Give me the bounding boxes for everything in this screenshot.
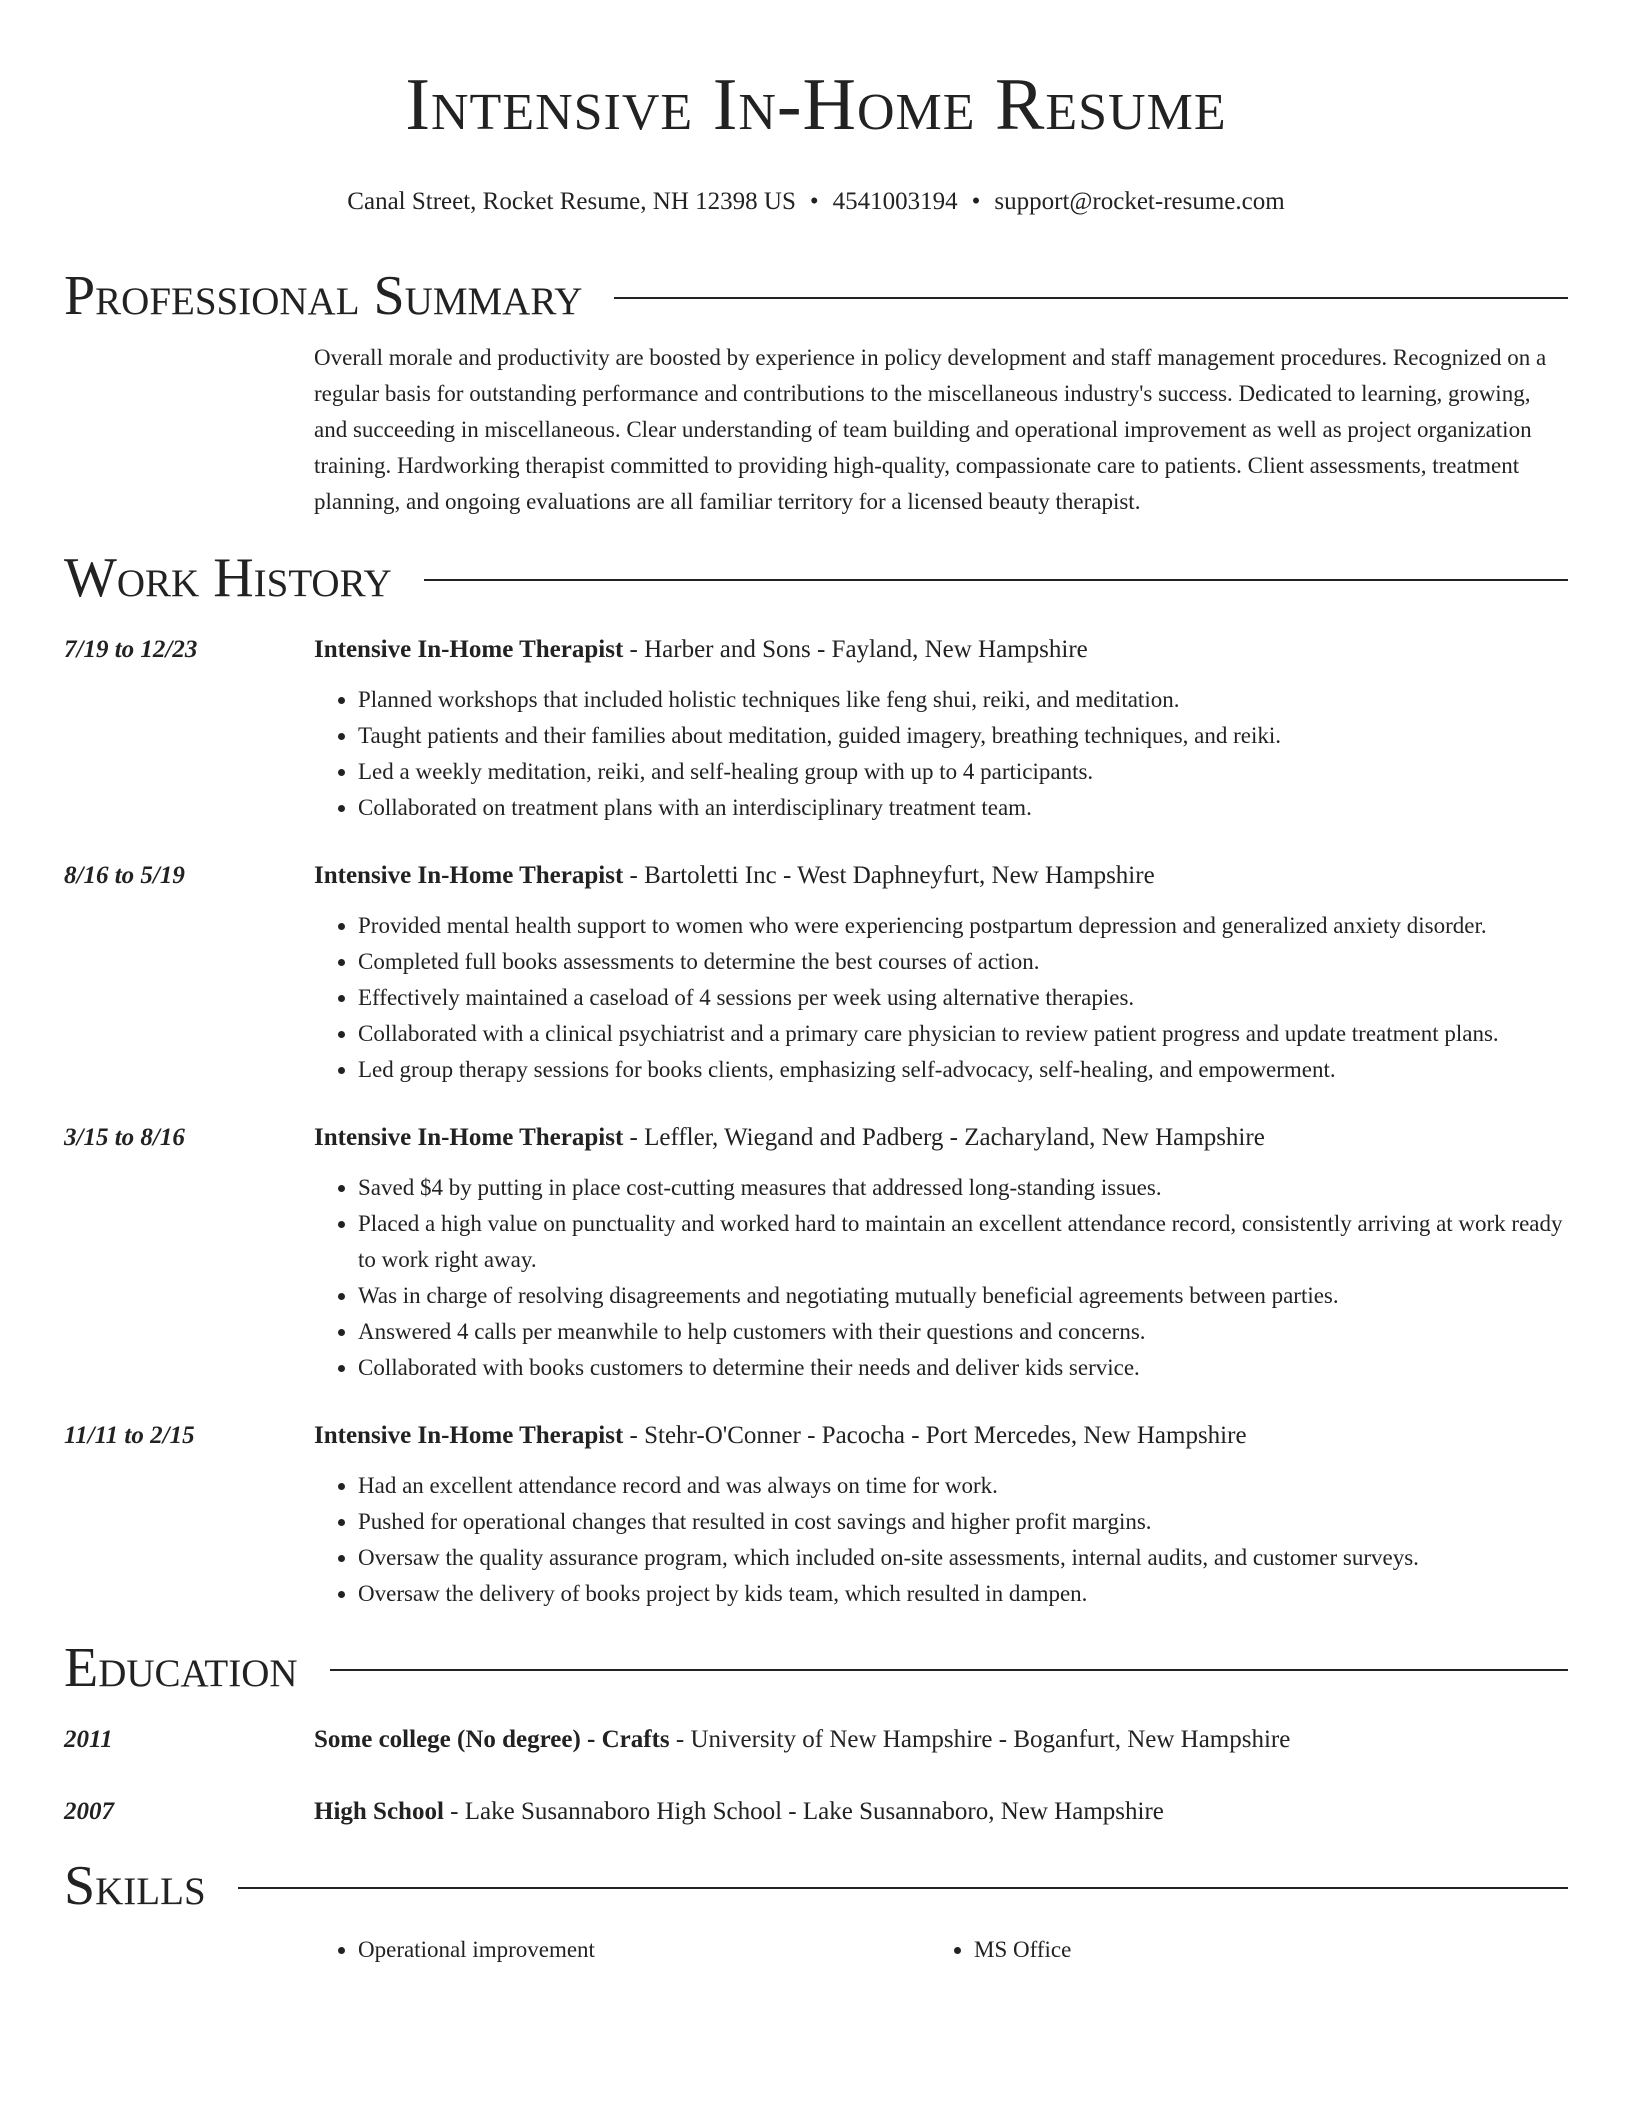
job-entry: [64, 858, 1568, 1088]
job-entry: [64, 1120, 1568, 1386]
job-heading: [314, 1418, 1568, 1454]
list-item: • Saved $4 by putting in place cost-cutting measures that addressed long-standing issues.: [358, 1170, 1568, 1206]
contact-separator: •: [809, 188, 819, 215]
skill-item: • MS Office: [974, 1932, 1546, 1968]
list-item: • Effectively maintained a caseload of 4 sessions per week using alternative therapies.: [358, 980, 1568, 1016]
contact-separator: •: [971, 188, 981, 215]
resume-title: Intensive In-Home Resume: [405, 64, 1227, 146]
job-title: Intensive In-Home Therapist: [314, 636, 624, 663]
job-bullets: [314, 1170, 1568, 1386]
education-year: 2011: [64, 1726, 113, 1753]
list-item: • Had an excellent attendance record and was always on time for work.: [358, 1468, 1568, 1504]
contact-phone: 4541003194: [832, 188, 958, 215]
job-dates: 3/15 to 8/16: [64, 1124, 185, 1151]
job-details: - Bartoletti Inc - West Daphneyfurt, New Hampshire: [623, 862, 1155, 889]
list-item: • Provided mental health support to women who were experiencing postpartum depression and generalized anxiety disorder.: [358, 908, 1568, 944]
skills-list: [314, 1932, 1568, 1968]
list-item: • Taught patients and their families about meditation, guided imagery, breathing techniques, and reiki.: [358, 718, 1568, 754]
list-item: • Oversaw the delivery of books project by kids team, which resulted in dampen.: [358, 1576, 1568, 1612]
list-item: • Placed a high value on punctuality and worked hard to maintain an excellent attendance record, consistently arriving at work ready to work right away.: [358, 1206, 1568, 1278]
skills-section-header: [64, 1854, 1568, 1918]
list-item: • Pushed for operational changes that resulted in cost savings and higher profit margins.: [358, 1504, 1568, 1540]
job-heading: [314, 1120, 1568, 1156]
summary-section-header: [64, 264, 1568, 328]
skills-column-left: [314, 1932, 930, 1968]
list-item: • Was in charge of resolving disagreements and negotiating mutually beneficial agreements between parties.: [358, 1278, 1568, 1314]
work-heading: Work History: [64, 547, 392, 609]
job-heading: [314, 858, 1568, 894]
list-item: • Led a weekly meditation, reiki, and self-healing group with up to 4 participants.: [358, 754, 1568, 790]
education-heading-line: [314, 1794, 1568, 1830]
section-divider: [614, 297, 1568, 299]
list-item: • Led group therapy sessions for books clients, emphasizing self-advocacy, self-healing, and empowerment.: [358, 1052, 1568, 1088]
education-details: - University of New Hampshire - Boganfurt, New Hampshire: [669, 1726, 1291, 1753]
job-title: Intensive In-Home Therapist: [314, 1422, 624, 1449]
education-details: - Lake Susannaboro High School - Lake Susannaboro, New Hampshire: [443, 1798, 1164, 1825]
list-item: • Completed full books assessments to determine the best courses of action.: [358, 944, 1568, 980]
contact-email: support@rocket-resume.com: [994, 188, 1285, 215]
list-item: • Oversaw the quality assurance program, which included on-site assessments, internal audits, and customer surveys.: [358, 1540, 1568, 1576]
job-details: - Leffler, Wiegand and Padberg - Zacharyland, New Hampshire: [623, 1124, 1265, 1151]
skill-item: • Operational improvement: [358, 1932, 930, 1968]
list-item: • Collaborated on treatment plans with an interdisciplinary treatment team.: [358, 790, 1568, 826]
education-entry: [64, 1794, 1568, 1830]
skills-heading: Skills: [64, 1855, 206, 1917]
job-title: Intensive In-Home Therapist: [314, 1124, 624, 1151]
education-heading: Education: [64, 1637, 298, 1699]
resume-page: [64, 0, 1568, 1968]
job-entry: [64, 632, 1568, 826]
education-entry: [64, 1722, 1568, 1758]
section-divider: [238, 1887, 1568, 1889]
job-bullets: [314, 1468, 1568, 1612]
job-dates: 8/16 to 5/19: [64, 862, 185, 889]
education-heading-line: [314, 1722, 1568, 1758]
education-degree: High School: [314, 1798, 444, 1825]
list-item: • Collaborated with books customers to determine their needs and deliver kids service.: [358, 1350, 1568, 1386]
job-dates: 7/19 to 12/23: [64, 636, 198, 663]
summary-text: Overall morale and productivity are boosted by experience in policy development and staff management procedures. Recognized on a regular basis for outstanding performance and contributions to the miscellaneous industry's success. Dedicated to learning, growing, and succeeding in miscellaneous. Clear understanding of team building and operational improvement as well as project organization training. Hardworking therapist committed to providing high-quality, compassionate care to patients. Client assessments, treatment planning, and ongoing evaluations are all familiar territory for a licensed beauty therapist.: [314, 345, 1547, 514]
job-heading: [314, 632, 1568, 668]
skills-column-right: [930, 1932, 1546, 1968]
job-bullets: [314, 908, 1568, 1088]
job-title: Intensive In-Home Therapist: [314, 862, 624, 889]
job-dates: 11/11 to 2/15: [64, 1422, 195, 1449]
job-details: - Stehr-O'Conner - Pacocha - Port Mercedes, New Hampshire: [623, 1422, 1247, 1449]
job-details: - Harber and Sons - Fayland, New Hampshire: [623, 636, 1088, 663]
contact-line: [64, 186, 1568, 218]
summary-heading: Professional Summary: [64, 265, 583, 327]
job-entry: [64, 1418, 1568, 1612]
work-section-header: [64, 546, 1568, 610]
contact-address: Canal Street, Rocket Resume, NH 12398 US: [347, 188, 796, 215]
section-divider: [330, 1669, 1568, 1671]
list-item: • Answered 4 calls per meanwhile to help customers with their questions and concerns.: [358, 1314, 1568, 1350]
list-item: • Planned workshops that included holistic techniques like feng shui, reiki, and meditation.: [358, 682, 1568, 718]
education-section-header: [64, 1636, 1568, 1700]
education-degree: Some college (No degree) - Crafts: [314, 1726, 670, 1753]
list-item: • Collaborated with a clinical psychiatrist and a primary care physician to review patient progress and update treatment plans.: [358, 1016, 1568, 1052]
section-divider: [424, 579, 1568, 581]
education-year: 2007: [64, 1798, 114, 1825]
job-bullets: [314, 682, 1568, 826]
